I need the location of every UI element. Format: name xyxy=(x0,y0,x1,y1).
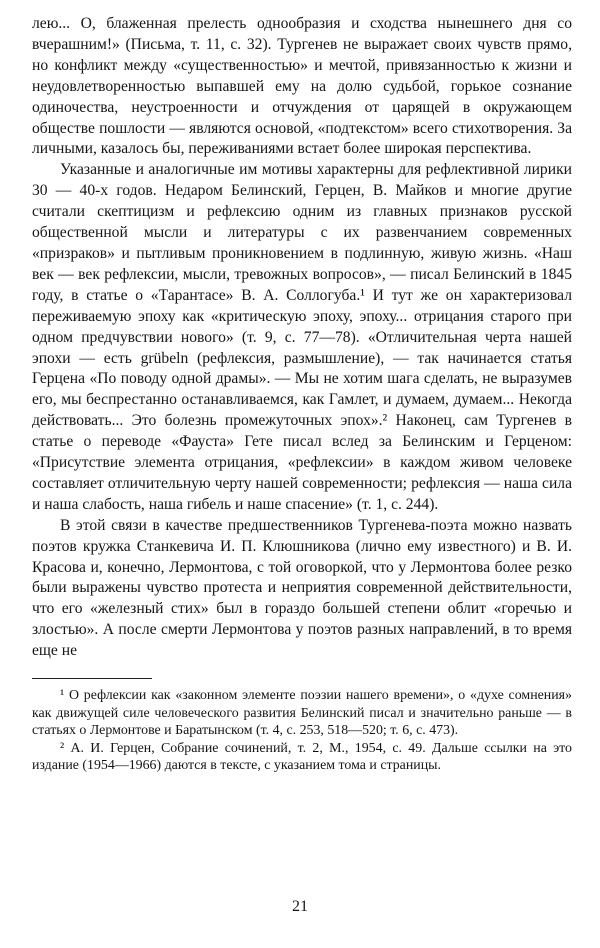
footnote-2: ² А. И. Герцен, Собрание сочинений, т. 2, М., 1954, с. 49. Дальше ссылки на это издание (1954—1966) даются в тексте, с указанием тома и страницы. xyxy=(32,740,572,774)
paragraph-2: Указанные и аналогичные им мотивы характерны для рефлективной лирики 30 — 40-х годов. Недаром Белинский, Герцен, В. Майков и многие другие считали скептицизм и рефлексию одним из главных признаков русской общественной мысли и литературы с их развенчанием современных «призраков» и пытливым проникновением в подлинную, живую жизнь. «Наш век — век рефлексии, мысли, тревожных вопросов», — писал Белинский в 1845 году, в статье о «Тарантасе» В. А. Соллогуба.¹ И тут же он характеризовал переживаемую эпоху как «критическую эпоху, эпоху... отрицания старого при одном предчувствии нового» (т. 9, с. 77—78). «Отличительная черта нашей эпохи — есть grübeln (рефлексия, размышление), — так начинается статья Герцена «По поводу одной драмы». — Мы не хотим шага сделать, не выразумев его, мы беспрестанно останавливаемся, как Гамлет, и думаем, думаем... Некогда действовать... Это болезнь промежуточных эпох».² Наконец, сам Тургенев в статье о переводе «Фауста» Гете писал вслед за Белинским и Герценом: «Присутствие элемента отрицания, «рефлексии» в каждом живом человеке составляет отличительную черту нашей современности; рефлексия — наша сила и наша слабость, наша гибель и наше спасение» (т. 1, с. 244). xyxy=(32,161,572,513)
footnote-divider xyxy=(32,678,152,679)
body-text xyxy=(32,14,572,662)
footnote-1: ¹ О рефлексии как «законном элементе поэзии нашего времени», о «духе сомнения» как движущей силе человеческого развития Белинский писал и значительно раньше — в статьях о Лермонтове и Баратынском (т. 4, с. 253, 518—520; т. 6, с. 473). xyxy=(32,688,572,739)
footnotes xyxy=(32,687,572,775)
page-number: 21 xyxy=(292,898,308,915)
paragraph-3: В этой связи в качестве предшественников Тургенева-поэта можно назвать поэтов кружка Станкевича И. П. Клюшникова (лично ему известного) и В. И. Красова и, конечно, Лермонтова, с той оговоркой, что у Лермонтова более резко были выражены чувство протеста и неприятия современной действительности, что его «железный стих» был в гораздо большей степени облит «горечью и злостью». А после смерти Лермонтова у поэтов разных направлений, в то время еще не xyxy=(32,516,572,660)
page xyxy=(32,14,572,775)
paragraph-1: лею... О, блаженная прелесть однообразия и сходства нынешнего дня со вчерашним!» (Письма, т. 11, с. 32). Тургенев не выражает своих чувств прямо, но конфликт между «существенностью» и мечтой, привязанностью к жизни и неудовлетворенностью выпавшей ему на долю судьбой, горькое сознание одиночества, неустроенности и отчуждения от царящей в окружающем обществе пошлости — являются основой, «подтекстом» всего стихотворения. За личными, казалось бы, переживаниями встает более широкая перспектива. xyxy=(32,15,572,158)
